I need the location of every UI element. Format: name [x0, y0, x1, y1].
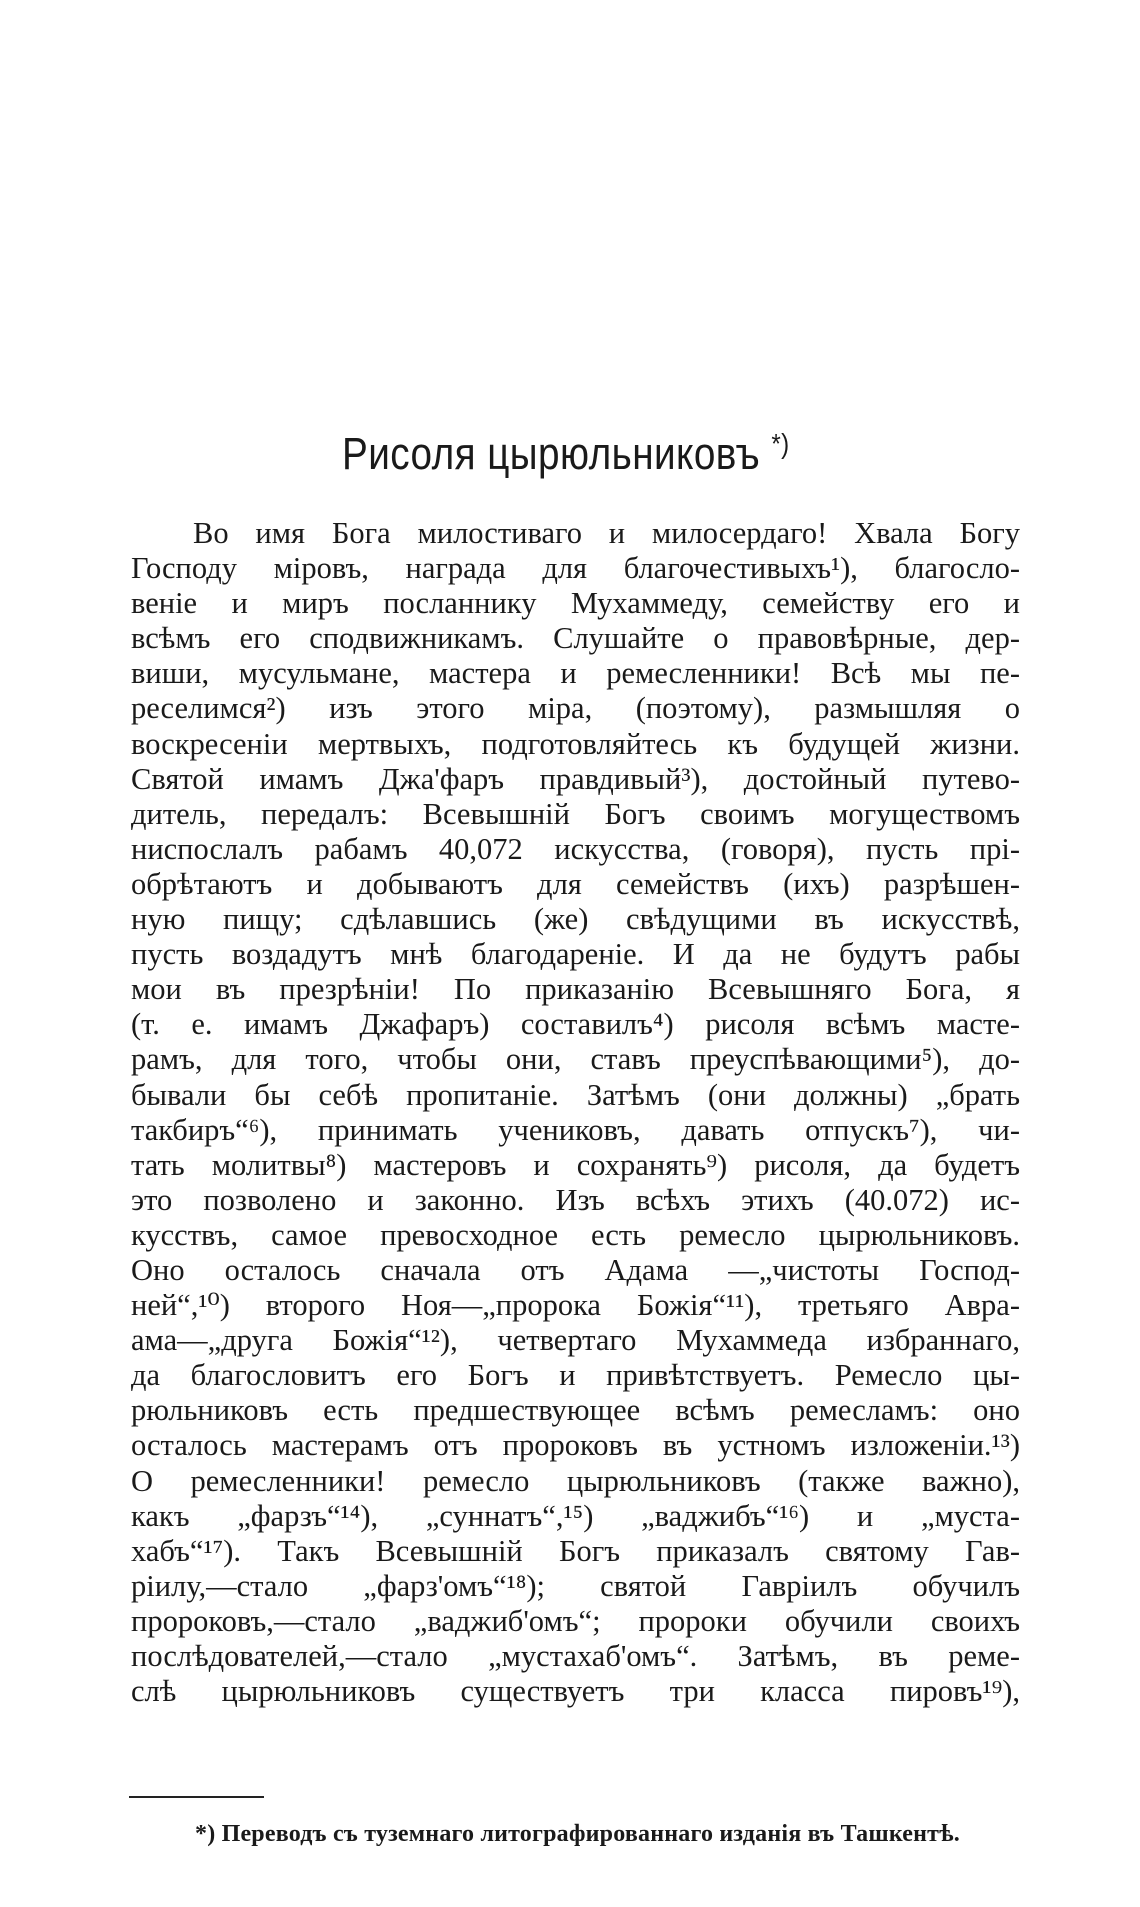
text-line: это позволено и законно. Изъ всѣхъ этихъ (40.072) ис- — [131, 1182, 1020, 1217]
text-line: рамъ, для того, чтобы они, ставъ преуспѣвающими⁵), до- — [131, 1042, 1020, 1077]
text-line: дитель, передалъ: Всевышній Богъ своимъ могуществомъ — [131, 796, 1020, 831]
text-line: ама—„друга Божія“¹²), четвертаго Мухаммеда избраннаго, — [131, 1323, 1020, 1358]
text-line: рюльниковъ есть предшествующее всѣмъ ремесламъ: оно — [131, 1393, 1020, 1428]
text-line: какъ „фарзъ“¹⁴), „суннатъ“,¹⁵) „ваджибъ“¹⁶) и „муста- — [131, 1498, 1020, 1533]
text-line: послѣдователей,—стало „мустахаб'омъ“. Затѣмъ, въ реме- — [131, 1639, 1020, 1673]
text-line: осталось мастерамъ отъ пророковъ въ устномъ изложеніи.¹³) — [131, 1428, 1020, 1463]
page-title — [76, 428, 1056, 480]
text-line: Оно осталось сначала отъ Адама —„чистоты Господ- — [131, 1252, 1020, 1287]
text-line: ниспослалъ рабамъ 40,072 искусства, (говоря), пусть прі- — [131, 831, 1020, 866]
text-line: (т. е. имамъ Джафаръ) составилъ⁴) рисоля всѣмъ масте- — [131, 1007, 1020, 1042]
text-line: обрѣтаютъ и добываютъ для семействъ (ихъ) разрѣшен- — [131, 866, 1020, 901]
text-line: всѣмъ его сподвижникамъ. Слушайте о правовѣрные, дер- — [131, 621, 1020, 656]
main-paragraph — [131, 516, 1020, 1709]
text-line: мои въ презрѣніи! По приказанію Всевышняго Бога, я — [131, 972, 1020, 1007]
text-line: Святой имамъ Джа'фаръ правдивый³), достойный путево- — [131, 761, 1020, 796]
text-line: Господу міровъ, награда для благочестивыхъ¹), благосло- — [131, 551, 1020, 586]
text-line: такбиръ“⁶), принимать учениковъ, давать отпускъ⁷), чи- — [131, 1112, 1020, 1147]
text-line: кусствъ, самое превосходное есть ремесло цырюльниковъ. — [131, 1217, 1020, 1252]
footnote: *) Переводъ съ туземнаго литографированнаго изданія въ Ташкентѣ. — [195, 1821, 960, 1847]
text-line: виши, мусульмане, мастера и ремесленники! Всѣ мы пе- — [131, 656, 1020, 691]
text-line: ную пищу; сдѣлавшись (же) свѣдущими въ искусствѣ, — [131, 902, 1020, 937]
text-line: пусть воздадутъ мнѣ благодареніе. И да не будутъ рабы — [131, 937, 1020, 972]
text-line: хабъ“¹⁷). Такъ Всевышній Богъ приказалъ святому Гав- — [131, 1533, 1020, 1568]
text-line: реселимся²) изъ этого міра, (поэтому), размышляя о — [131, 691, 1020, 726]
text-line: Во имя Бога милостиваго и милосердаго! Хвала Богу — [193, 516, 1020, 550]
text-line: да благословитъ его Богъ и привѣтствуетъ. Ремесло цы- — [131, 1358, 1020, 1393]
title-text: Рисоля цырюльниковъ — [342, 428, 761, 480]
text-line: веніе и миръ посланнику Мухаммеду, семейству его и — [131, 586, 1020, 621]
text-line: пророковъ,—стало „ваджиб'омъ“; пророки обучили своихъ — [131, 1603, 1020, 1638]
text-line: ріилу,—стало „фарз'омъ“¹⁸); святой Гавріилъ обучилъ — [131, 1568, 1020, 1603]
text-line: воскресеніи мертвыхъ, подготовляйтесь къ будущей жизни. — [131, 726, 1020, 761]
text-line: слѣ цырюльниковъ существуетъ три класса пировъ¹⁹), — [131, 1674, 1020, 1709]
title-footnote-marker: *) — [771, 428, 790, 460]
text-line: бывали бы себѣ пропитаніе. Затѣмъ (они должны) „брать — [131, 1077, 1020, 1112]
text-line: тать молитвы⁸) мастеровъ и сохранять⁹) рисоля, да будетъ — [131, 1147, 1020, 1182]
text-line: ней“,¹⁰) второго Ноя—„пророка Божія“¹¹), третьяго Авра- — [131, 1288, 1020, 1323]
footnote-divider — [129, 1796, 264, 1798]
text-line: О ремесленники! ремесло цырюльниковъ (также важно), — [131, 1463, 1020, 1498]
